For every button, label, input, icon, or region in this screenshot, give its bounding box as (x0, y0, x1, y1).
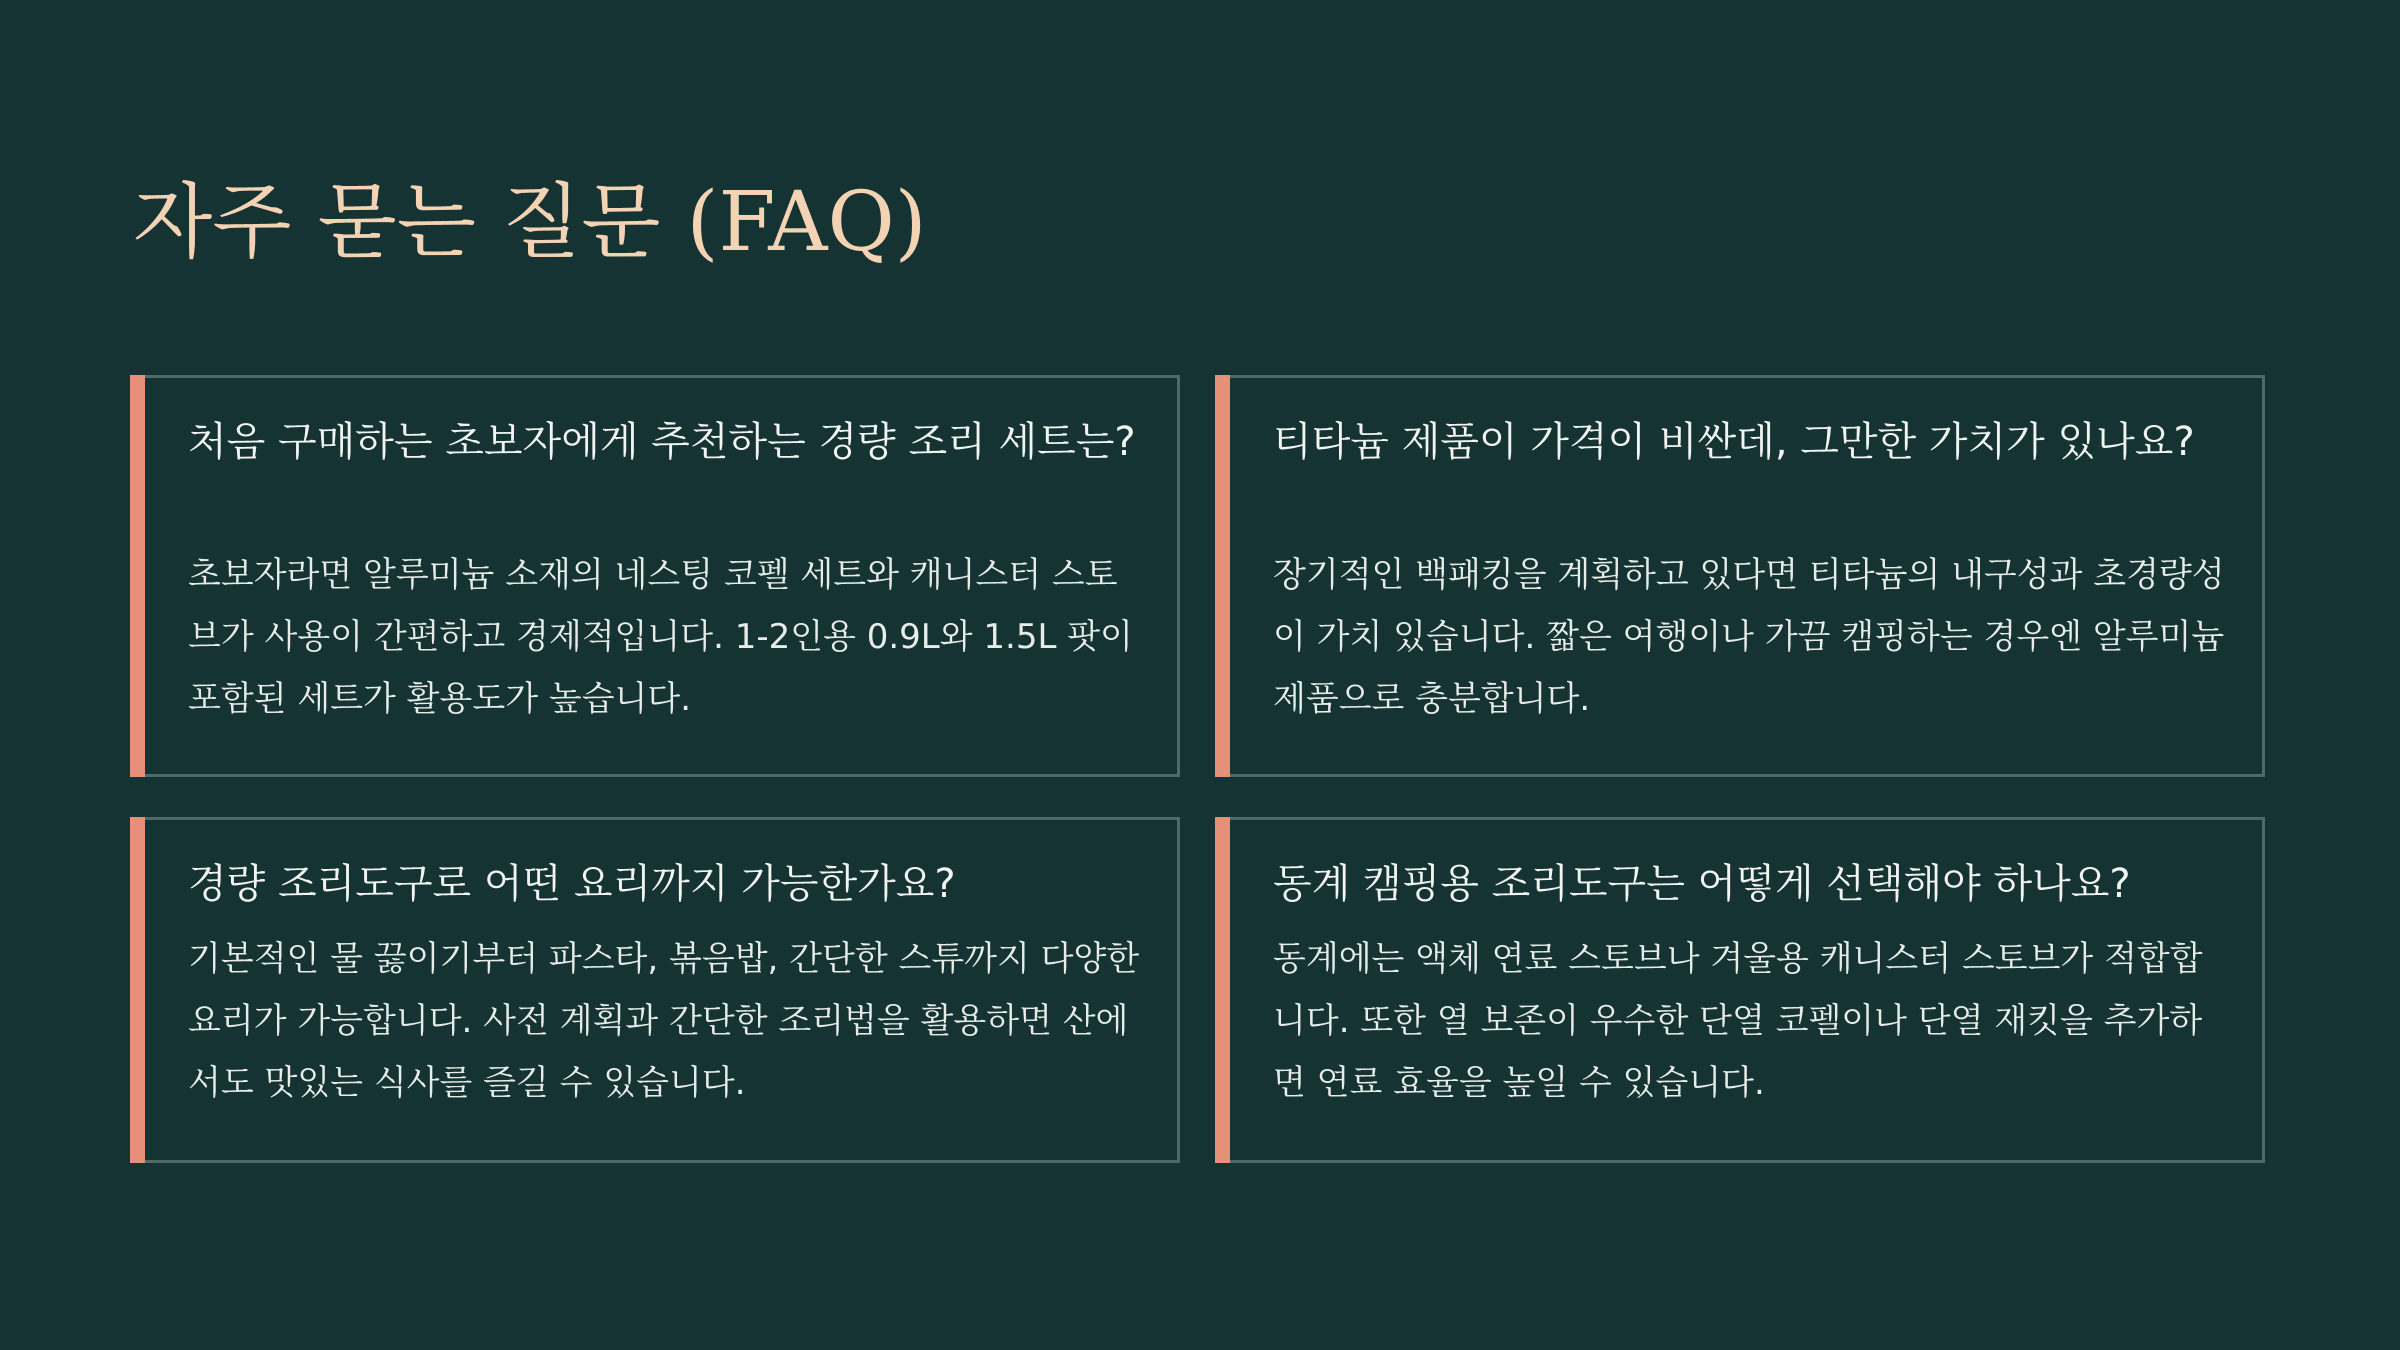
faq-card-winter-camping (1215, 817, 2265, 1163)
faq-question: 동계 캠핑용 조리도구는 어떻게 선택해야 하나요? (1273, 861, 2131, 907)
faq-answer: 장기적인 백패킹을 계획하고 있다면 티타늄의 내구성과 초경량성이 가치 있습니다. 짧은 여행이나 가끔 캠핑하는 경우엔 알루미늄 제품으로 충분합니다. (1273, 555, 2225, 719)
faq-question: 처음 구매하는 초보자에게 추천하는 경량 조리 세트는? (188, 419, 1136, 465)
faq-card-cooking-range (130, 817, 1180, 1163)
faq-answer: 기본적인 물 끓이기부터 파스타, 볶음밥, 간단한 스튜까지 다양한 요리가 가능합니다. 사전 계획과 간단한 조리법을 활용하면 산에서도 맛있는 식사를 즐길 수 있습니다. (188, 939, 1140, 1103)
faq-question: 경량 조리도구로 어떤 요리까지 가능한가요? (188, 861, 956, 907)
faq-card-titanium-value (1215, 375, 2265, 777)
faq-answer: 초보자라면 알루미늄 소재의 네스팅 코펠 세트와 캐니스터 스토브가 사용이 간편하고 경제적입니다. 1-2인용 0.9L와 1.5L 팟이 포함된 세트가 활용도가 높습니다. (188, 555, 1133, 719)
faq-answer: 동계에는 액체 연료 스토브나 겨울용 캐니스터 스토브가 적합합니다. 또한 열 보존이 우수한 단열 코펠이나 단열 재킷을 추가하면 연료 효율을 높일 수 있습니다. (1273, 939, 2203, 1103)
faq-question: 티타늄 제품이 가격이 비싼데, 그만한 가치가 있나요? (1273, 419, 2195, 465)
faq-card-beginner-set (130, 375, 1180, 777)
page-title: 자주 묻는 질문 (FAQ) (133, 175, 927, 270)
